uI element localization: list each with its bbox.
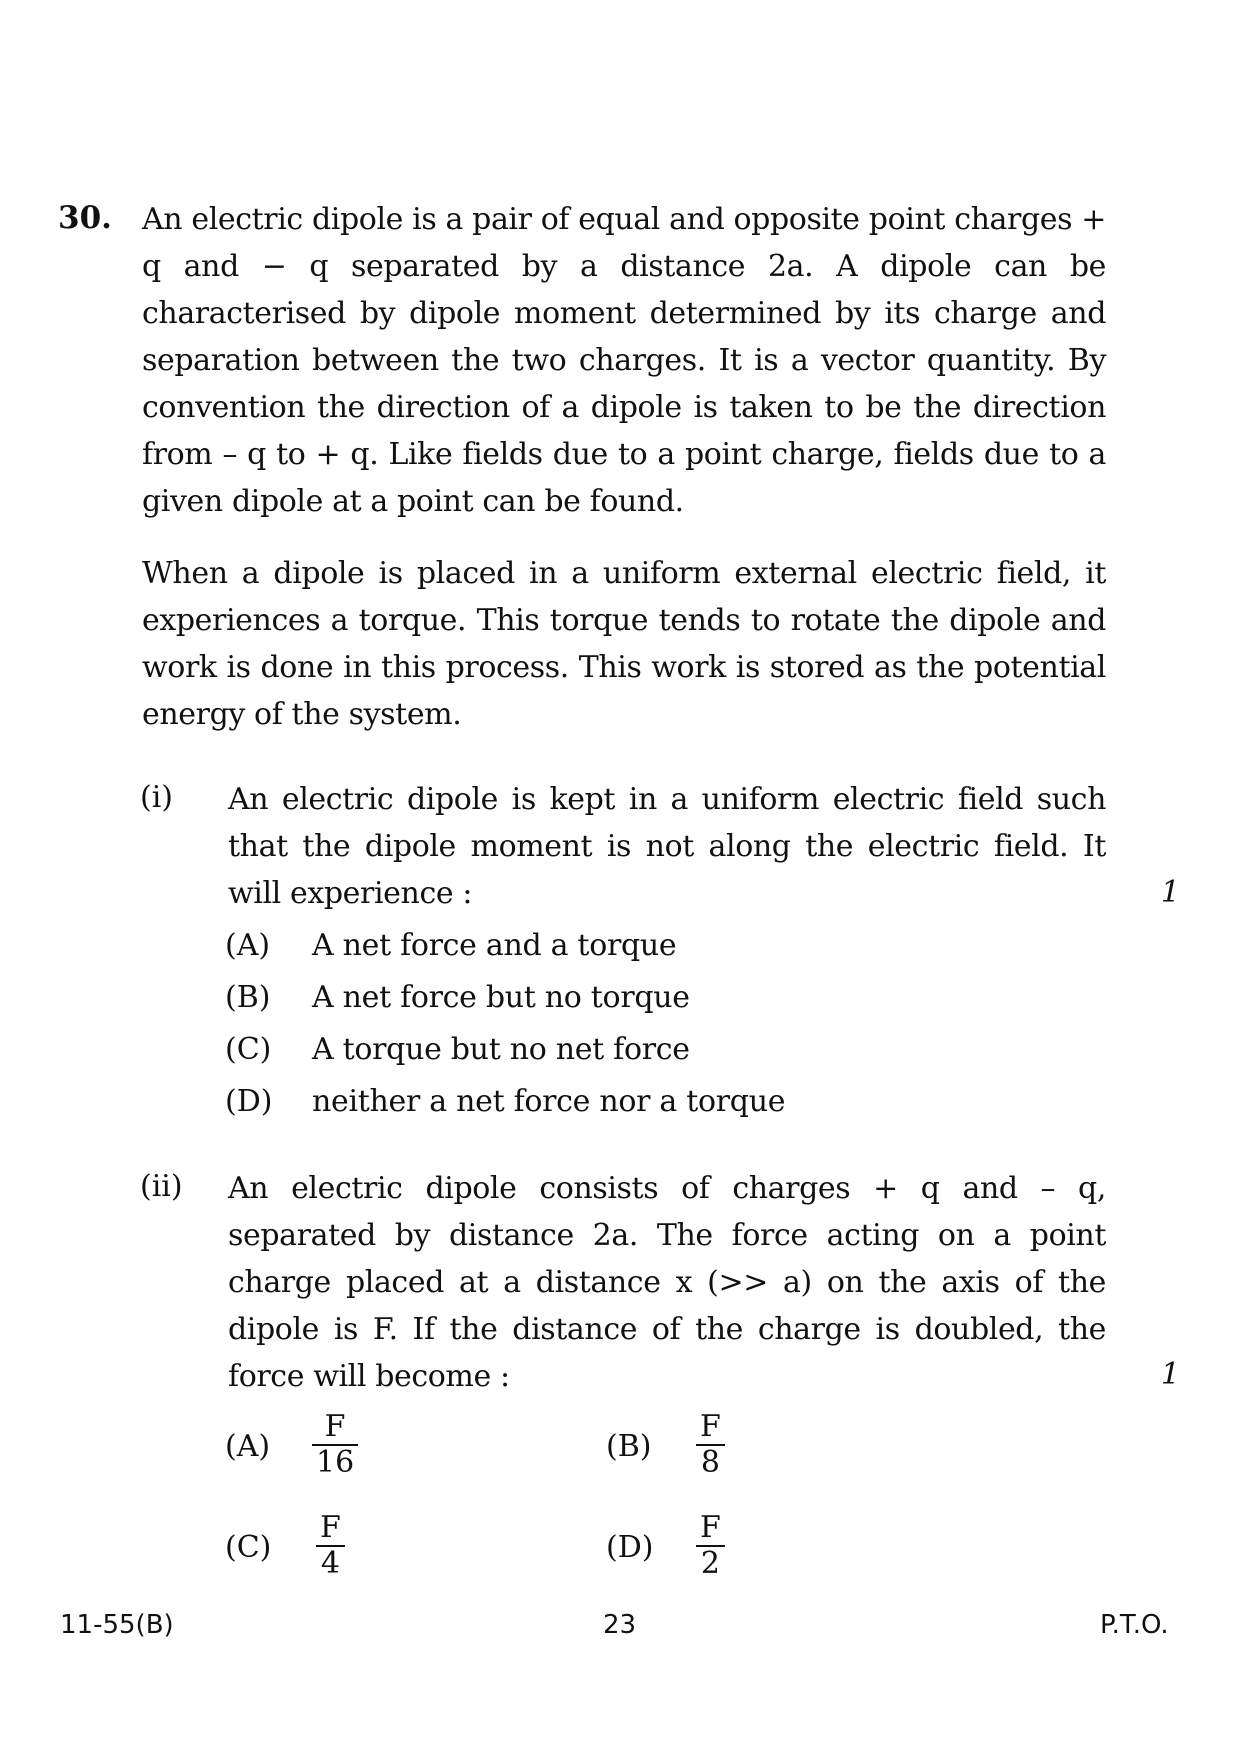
- option-text: A net force but no torque: [312, 980, 690, 1015]
- fraction-option-a: [312, 1410, 358, 1480]
- fraction-numerator: F: [320, 1510, 341, 1545]
- fraction-option-b: [696, 1410, 725, 1480]
- footer-paper-code: 11-55(B): [60, 1610, 174, 1640]
- subquestion-ii-marks: 1: [1160, 1357, 1180, 1392]
- fraction-numerator: F: [700, 1409, 721, 1444]
- footer-pto: P.T.O.: [1100, 1610, 1169, 1640]
- fraction-denominator: 2: [700, 1546, 720, 1581]
- option-label: (B): [225, 980, 271, 1015]
- question-paragraph-1: An electric dipole is a pair of equal and opposite point charges + q and − q separated by a distance 2a. A dipole can be characterised by dipole moment determined by its charge and separation between the two charges. It is a vector quantity. By convention the direction of a dipole is taken to be the direction from – q to + q. Like fields due to a point charge, fields due to a given dipole at a point can be found.: [142, 202, 1106, 519]
- fraction-option-d: [696, 1511, 725, 1581]
- fraction-option-c: [316, 1511, 345, 1581]
- option-label: (C): [225, 1032, 272, 1067]
- option-label: (D): [225, 1084, 273, 1119]
- question-paragraph-2: When a dipole is placed in a uniform external electric field, it experiences a torque. This torque tends to rotate the dipole and work is done in this process. This work is stored as the potential energy of the system.: [142, 556, 1106, 732]
- fraction-denominator: 4: [320, 1546, 340, 1581]
- subquestion-i-label: (i): [140, 780, 174, 815]
- option-text: A net force and a torque: [312, 928, 677, 963]
- fraction-numerator: F: [324, 1409, 346, 1444]
- option-label: (A): [225, 928, 271, 963]
- option-label: (A): [225, 1429, 271, 1464]
- footer-page-number: 23: [603, 1610, 637, 1640]
- option-text: A torque but no net force: [312, 1032, 690, 1067]
- subquestion-ii-text: An electric dipole consists of charges + q and – q, separated by distance 2a. The force acting on a point charge placed at a distance x (>> a) on the axis of the dipole is F. If the distance of the charge is doubled, the force will become :: [228, 1171, 1106, 1394]
- fraction-numerator: F: [700, 1510, 721, 1545]
- option-label: (D): [606, 1530, 654, 1565]
- fraction-denominator: 8: [700, 1445, 720, 1480]
- fraction-denominator: 16: [316, 1445, 355, 1480]
- option-label: (B): [606, 1429, 652, 1464]
- option-text: neither a net force nor a torque: [312, 1084, 786, 1119]
- subquestion-i-marks: 1: [1160, 875, 1180, 910]
- subquestion-ii-label: (ii): [140, 1169, 183, 1204]
- question-number: 30.: [58, 200, 112, 236]
- subquestion-i-text: An electric dipole is kept in a uniform electric field such that the dipole moment is not along the electric field. It will experience :: [228, 782, 1106, 911]
- option-label: (C): [225, 1530, 272, 1565]
